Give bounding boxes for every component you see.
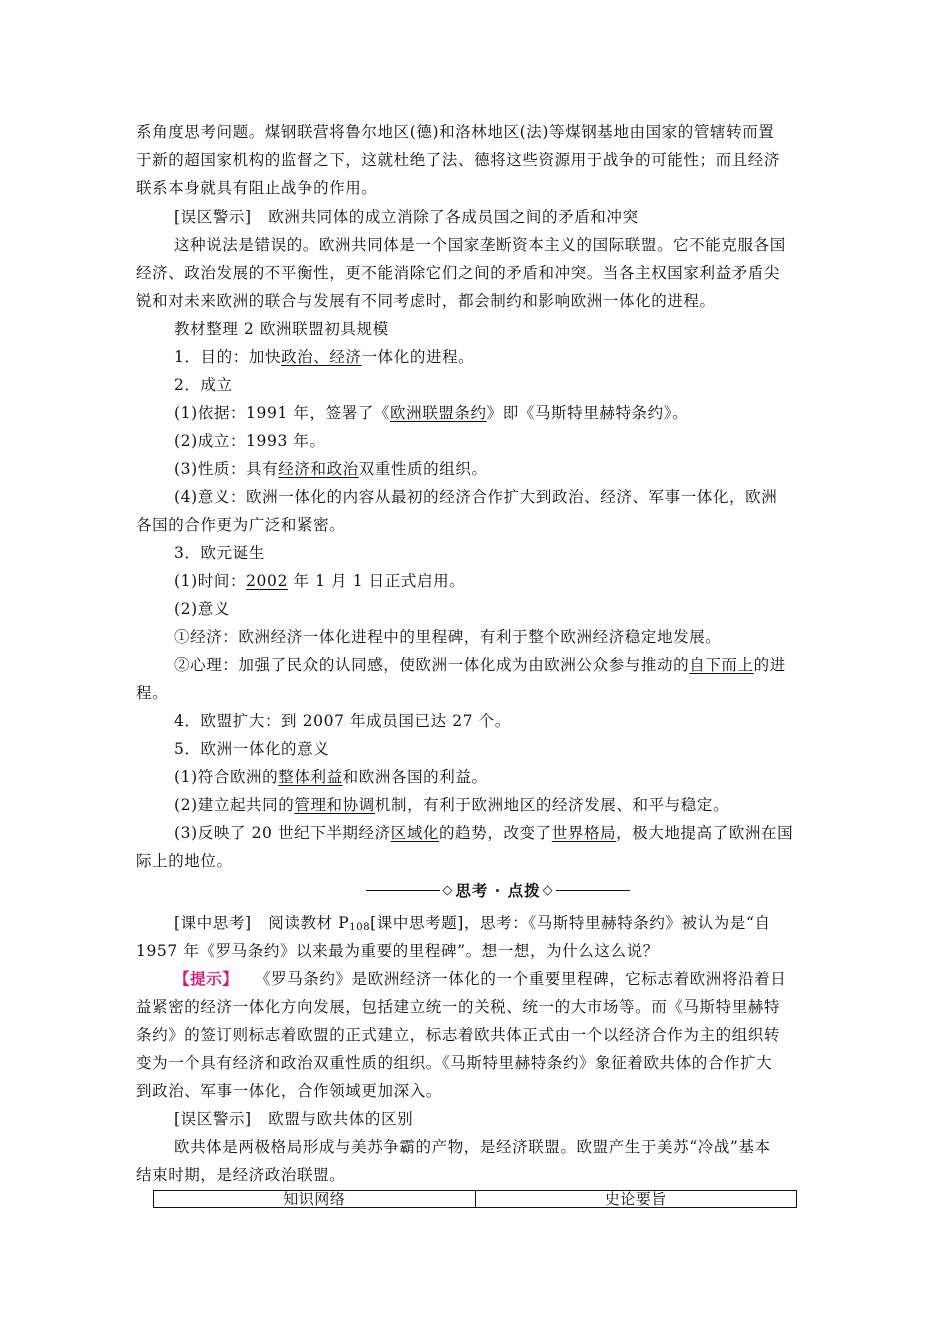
text-span: 阅读教材 P (268, 914, 350, 932)
text-span: 的趋势，改变了 (439, 824, 552, 842)
list-item: (4)意义：欧洲一体化的内容从最初的经济合作扩大到政治、经济、军事一体化，欧洲 (174, 488, 778, 506)
list-item: (2)成立：1993 年。 (174, 432, 326, 450)
paragraph-line: 程。 (136, 684, 169, 702)
warning-tag: [误区警示] (174, 208, 252, 226)
paragraph-line: 到政治、军事一体化，合作领域更加深入。 (136, 1082, 442, 1100)
text-span: (1)符合欧洲的 (174, 768, 279, 786)
text-span: ②心理：加强了民众的认同感，使欧洲一体化成为由欧洲公众参与推动的 (174, 656, 690, 674)
paragraph-line: 1957 年《罗马条约》以来最为重要的里程碑”。想一想，为什么这么说？ (136, 942, 659, 960)
section-divider (366, 878, 630, 902)
text-span: 》即《马斯特里赫特条约》。 (486, 404, 689, 422)
paragraph-line: 这种说法是错误的。欧洲共同体是一个国家垄断资本主义的国际联盟。它不能克服各国 (174, 236, 786, 254)
warning-title: 欧洲共同体的成立消除了各成员国之间的矛盾和冲突 (268, 208, 639, 226)
list-item (174, 401, 814, 425)
paragraph-line: 锐和对未来欧洲的联合与发展有不同考虑时，都会制约和影响欧洲一体化的进程。 (136, 292, 716, 310)
paragraph-line: 于新的超国家机构的监督之下，这就杜绝了法、德将这些资源用于战争的可能性；而且经济 (136, 151, 781, 169)
blank-answer: 区域化 (390, 824, 440, 842)
warning-heading (174, 205, 814, 229)
list-item: ①经济：欧洲经济一体化进程中的里程碑，有利于整个欧洲经济稳定地发展。 (174, 628, 722, 646)
text-span: 1．目的：加快 (174, 348, 282, 366)
text-span: 《罗马条约》是欧洲经济一体化的一个重要里程碑，它标志着欧洲将沿着日 (255, 970, 787, 988)
text-span: 年 1 月 1 日正式启用。 (287, 572, 466, 590)
paragraph-line: 欧共体是两极格局形成与美苏争霸的产物，是经济联盟。欧盟产生于美苏“冷战”基本 (174, 1138, 771, 1156)
blank-answer: 管理和协调 (294, 796, 375, 814)
paragraph-line: 变为一个具有经济和政治双重性质的组织。《马斯特里赫特条约》象征着欧共体的合作扩大 (136, 1054, 773, 1072)
paragraph-line: 联系本身就具有阻止战争的作用。 (136, 179, 378, 197)
list-item (174, 765, 814, 789)
text-span: (3)反映了 20 世纪下半期经济 (174, 824, 391, 842)
blank-answer: 2002 (246, 572, 288, 590)
blank-answer: 整体利益 (278, 768, 343, 786)
paragraph-line: 条约》的签订则标志着欧盟的正式建立，标志着欧共体正式由一个以经济合作为主的组织转 (136, 1026, 781, 1044)
divider-rule (556, 890, 630, 891)
text-span: (3)性质：具有 (174, 460, 279, 478)
table-header-cell: 知识网络 (283, 1190, 346, 1208)
list-item: 5．欧洲一体化的意义 (174, 740, 330, 758)
text-span: (2)建立起共同的 (174, 796, 295, 814)
text-span: ，极大地提高了欧洲在国 (616, 824, 794, 842)
text-span: 双重性质的组织。 (358, 460, 488, 478)
list-item (174, 569, 814, 593)
text-span: [课中思考题]，思考：《马斯特里赫特条约》被认为是“自 (370, 914, 771, 932)
list-item (174, 345, 814, 369)
list-item: 3．欧元诞生 (174, 544, 265, 562)
hint-line (174, 967, 814, 991)
list-item: 2．成立 (174, 376, 233, 394)
list-item: 4．欧盟扩大：到 2007 年成员国已达 27 个。 (174, 712, 511, 730)
list-item (174, 821, 814, 845)
divider-rule (366, 890, 440, 891)
blank-answer: 政治、经济 (281, 348, 362, 366)
text-span: (1)依据：1991 年，签署了《 (174, 404, 391, 422)
paragraph-line: 益紧密的经济一体化方向发展，包括建立统一的关税、统一的大市场等。而《马斯特里赫特 (136, 998, 781, 1016)
warning-tag: [误区警示] (174, 1110, 252, 1128)
paragraph-line: 际上的地位。 (136, 852, 233, 870)
warning-heading (174, 1107, 814, 1131)
table-header-cell: 史论要旨 (475, 1191, 797, 1207)
blank-answer: 自下而上 (689, 656, 754, 674)
text-span: 和欧洲各国的利益。 (342, 768, 488, 786)
summary-table-header (153, 1190, 797, 1208)
paragraph-line: 各国的合作更为广泛和紧密。 (136, 516, 346, 534)
think-heading (174, 911, 814, 940)
text-span: 机制，有利于欧洲地区的经济发展、和平与稳定。 (374, 796, 730, 814)
text-span: 一体化的进程。 (361, 348, 475, 366)
blank-answer: 世界格局 (551, 824, 617, 842)
diamond-icon: ◇ (542, 882, 554, 898)
hint-tag: 【提示】 (174, 969, 239, 988)
page-subscript: 108 (349, 922, 371, 933)
think-tag: [课中思考] (174, 914, 252, 932)
text-span: 的进 (753, 656, 786, 674)
list-item (174, 793, 814, 817)
list-item (174, 457, 814, 481)
list-item: (2)意义 (174, 600, 230, 618)
blank-answer: 经济和政治 (278, 460, 359, 478)
warning-title: 欧盟与欧共体的区别 (268, 1110, 414, 1128)
paragraph-line: 结束时期，是经济政治联盟。 (136, 1166, 346, 1184)
diamond-icon: ◇ (442, 882, 454, 898)
blank-answer: 欧洲联盟条约 (390, 404, 487, 422)
text-span: (1)时间： (174, 572, 247, 590)
section-title: 教材整理 2 欧洲联盟初具规模 (174, 320, 389, 338)
divider-label: 思考 · 点拨 (455, 881, 541, 900)
list-item (174, 653, 814, 677)
paragraph-line: 系角度思考问题。煤钢联营将鲁尔地区(德)和洛林地区(法)等煤钢基地由国家的管辖转而置 (136, 123, 775, 141)
paragraph-line: 经济、政治发展的不平衡性，更不能消除它们之间的矛盾和冲突。当各主权国家利益矛盾尖 (136, 264, 781, 282)
